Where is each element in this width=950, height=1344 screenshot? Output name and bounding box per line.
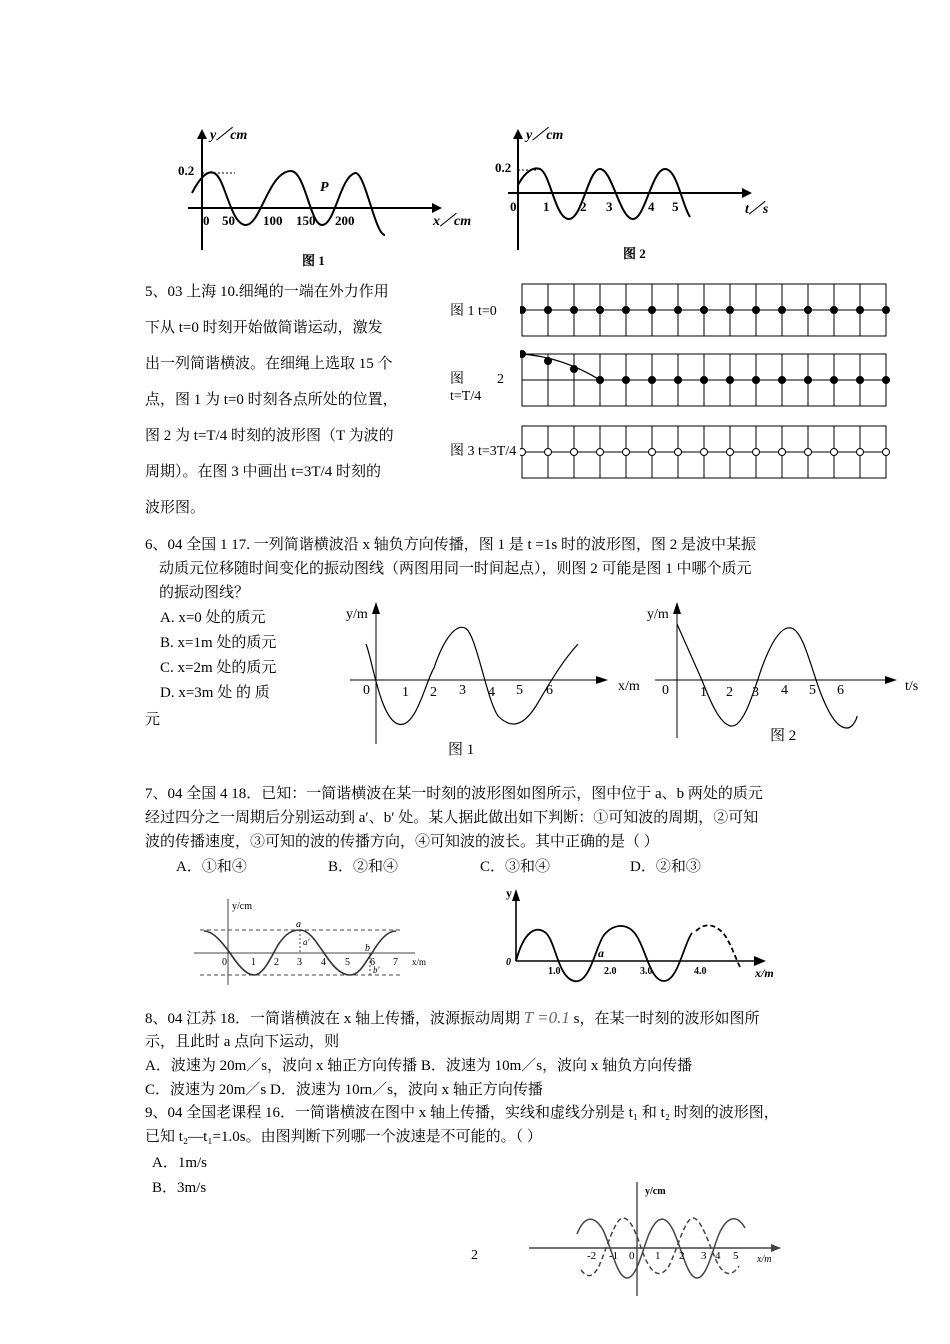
q7-figure-b — [500, 885, 790, 990]
q6-fig2-tick: 3 — [752, 685, 759, 700]
q9-tick: 4 — [715, 1250, 721, 1262]
rope-point — [805, 449, 812, 456]
q7a-tick: 2 — [274, 957, 279, 968]
top-fig1-val: 0.2 — [178, 163, 195, 178]
q6-line: 6、04 全国 1 17. 一列简谐横波沿 x 轴负方向传播，图 1 是 t =1s 时的波形图，图 2 是波中某振 — [145, 537, 756, 553]
q9-tick: 5 — [733, 1250, 739, 1262]
q9-tick: 3 — [701, 1250, 707, 1262]
rope-point — [571, 449, 578, 456]
q5-fig1-label: 图 1 t=0 — [450, 304, 497, 319]
q6-figure-1 — [330, 598, 615, 763]
top-wave-figure-2 — [490, 125, 790, 265]
rope-point — [571, 366, 578, 373]
rope-point — [727, 449, 734, 456]
q7b-a: a — [598, 946, 604, 960]
q7b-xlabel: x/m — [755, 966, 774, 980]
q7a-tick: 5 — [345, 957, 350, 968]
q6-fig2-tick: 2 — [726, 685, 733, 700]
rope-point — [597, 377, 604, 384]
rope-point — [597, 307, 604, 314]
rope-point — [675, 377, 682, 384]
rope-point — [753, 307, 760, 314]
top-fig1-xlabel: x／cm — [433, 214, 472, 229]
rope-point — [545, 358, 552, 365]
q7a-tick: 4 — [321, 957, 326, 968]
q6-option-tail: 元 — [145, 712, 161, 728]
q9-figure — [525, 1178, 795, 1298]
q6-option-a[interactable]: A. x=0 处的质元 — [160, 610, 266, 626]
q6-fig1-ylabel: y/m — [346, 607, 368, 622]
rope-point — [675, 307, 682, 314]
rope-point — [545, 449, 552, 456]
rope-point — [571, 307, 578, 314]
q9-tick: -2 — [587, 1250, 597, 1262]
rope-point — [883, 307, 890, 314]
q7-option-a[interactable]: A．①和④ — [176, 859, 247, 875]
top-fig2-xlabel: t／s — [745, 202, 769, 217]
rope-point — [779, 449, 786, 456]
q6-fig2-xlabel-left: x/m — [618, 679, 640, 694]
top-fig1-tick: 200 — [335, 213, 355, 228]
rope-point — [623, 449, 630, 456]
q6-fig1-caption: 图 1 — [448, 742, 475, 758]
top-fig2-tick: 2 — [580, 199, 587, 214]
q7a-tick: 7 — [393, 957, 398, 968]
top-fig2-tick: 4 — [648, 199, 655, 214]
top-fig2-ylabel: y／cm — [526, 128, 564, 143]
q8-options-ab[interactable]: A．波速为 20m／s，波向 x 轴正方向传播 B．波速为 10m／s，波向 x 轴负方向传播 — [145, 1058, 693, 1074]
q7a-tick: 6 — [370, 957, 375, 968]
rope-point — [727, 377, 734, 384]
page-number: 2 — [471, 1248, 478, 1263]
q5-line: 波形图。 — [145, 500, 206, 516]
rope-point — [753, 449, 760, 456]
top-fig1-tick: 100 — [263, 213, 283, 228]
q6-fig2-tick: 5 — [809, 683, 816, 698]
q6-line: 动质元位移随时间变化的振动图线（两图用同一时间起点），则图 2 可能是图 1 中哪个质元 — [159, 561, 752, 577]
rope-point — [623, 377, 630, 384]
rope-point — [883, 449, 890, 456]
q5-fig2-label-c: t=T/4 — [450, 389, 482, 404]
rope-point — [779, 377, 786, 384]
q9-tick: 2 — [679, 1250, 685, 1262]
top-fig2-tick: 3 — [606, 199, 613, 214]
q6-fig2-ylabel: y/m — [647, 607, 669, 622]
q6-fig2-tick: 6 — [837, 683, 844, 698]
q5-line: 周期）。在图 3 中画出 t=3T/4 时刻的 — [145, 464, 381, 480]
q8-period-formula: T =0.1 — [523, 1008, 570, 1027]
q6-fig1-tick: 3 — [459, 683, 466, 698]
rope-point — [857, 307, 864, 314]
q7b-tick: 2.0 — [604, 966, 617, 977]
rope-point — [520, 351, 526, 358]
q6-option-b[interactable]: B. x=1m 处的质元 — [160, 635, 277, 651]
rope-point — [649, 377, 656, 384]
q7a-a: a — [296, 919, 301, 930]
rope-point — [857, 377, 864, 384]
q6-fig2-tick: 1 — [700, 685, 707, 700]
rope-point — [805, 377, 812, 384]
rope-point — [779, 307, 786, 314]
top-fig2-tick: 0 — [510, 199, 517, 214]
q7-option-b[interactable]: B．②和④ — [328, 859, 399, 875]
q6-fig1-tick: 1 — [402, 685, 409, 700]
rope-point — [597, 449, 604, 456]
q6-fig1-tick: 6 — [546, 683, 553, 698]
rope-point — [831, 377, 838, 384]
q6-fig2-xlabel: t/s — [905, 679, 919, 694]
q5-grid-figures — [520, 282, 892, 482]
q6-fig1-tick: 4 — [488, 685, 495, 700]
q7-option-d[interactable]: D．②和③ — [630, 859, 701, 875]
q7a-a2: a′ — [303, 937, 310, 947]
q8-line1-a: 8、04 江苏 18．一简谐横波在 x 轴上传播，波源振动周期 — [145, 1011, 524, 1027]
top-fig1-tick: 50 — [222, 213, 235, 228]
q5-line: 下从 t=0 时刻开始做简谐运动，激发 — [145, 320, 383, 336]
q9-tick: -1 — [609, 1250, 619, 1262]
rope-point — [753, 377, 760, 384]
q8-line1 — [145, 1008, 759, 1029]
q8-line1-b: s，在某一时刻的波形如图所 — [569, 1011, 760, 1027]
rope-point — [701, 449, 708, 456]
q6-fig2-caption: 图 2 — [770, 728, 797, 744]
top-fig1-caption: 图 1 — [302, 253, 325, 268]
q7-line: 波的传播速度，③可知的波的传播方向，④可知波的波长。其中正确的是（ ） — [145, 834, 659, 850]
q6-option-c[interactable]: C. x=2m 处的质元 — [160, 660, 277, 676]
rope-point — [701, 377, 708, 384]
top-fig1-ylabel: y／cm — [210, 128, 248, 143]
q5-text — [145, 274, 435, 526]
q9-ylabel: y/cm — [645, 1186, 666, 1197]
q6-line: 的振动图线？ — [159, 585, 250, 601]
q6-figure-2 — [615, 598, 925, 748]
q7a-tick: 0 — [222, 957, 227, 968]
rope-wave-curve — [522, 354, 600, 380]
q6-fig1-tick: 0 — [363, 683, 370, 698]
q5-fig3-label: 图 3 t=3T/4 — [450, 444, 517, 459]
q5-line: 5、03 上海 10.细绳的一端在外力作用 — [145, 284, 389, 300]
rope-point — [727, 307, 734, 314]
rope-point — [520, 449, 526, 456]
q9-xlabel: x/m — [757, 1254, 772, 1265]
rope-point — [805, 307, 812, 314]
rope-point — [675, 449, 682, 456]
q5-fig2-label-a: 图 — [450, 372, 464, 387]
rope-point — [701, 307, 708, 314]
q7a-b: b — [365, 943, 370, 954]
q9-option-b[interactable]: B．3m/s — [152, 1180, 207, 1196]
rope-point — [649, 449, 656, 456]
q6-fig2-tick: 4 — [781, 683, 788, 698]
q8-line2: 示，且此时 a 点向下运动，则 — [145, 1034, 340, 1050]
q5-line: 出一列简谐横波。在细绳上选取 15 个 — [145, 356, 393, 372]
top-wave-figure-1 — [170, 125, 490, 270]
top-fig1-tick: 150 — [296, 213, 316, 228]
q6-text — [145, 533, 756, 605]
q7b-tick: 1.0 — [548, 966, 561, 977]
top-fig1-point: P — [320, 180, 329, 195]
q7a-xlabel: x/m — [412, 957, 427, 967]
top-fig2-val: 0.2 — [495, 160, 512, 175]
q7-figure-a — [190, 895, 440, 995]
q7a-b2: b′ — [373, 965, 380, 975]
q7a-tick: 3 — [297, 957, 302, 968]
q9-option-a[interactable]: A．1m/s — [152, 1155, 208, 1171]
q6-option-d[interactable]: D. x=3m 处 的 质 — [160, 685, 270, 701]
rope-point — [857, 449, 864, 456]
rope-point — [623, 307, 630, 314]
q6-fig1-tick: 2 — [430, 685, 437, 700]
q7a-ylabel: y/cm — [232, 901, 252, 912]
top-fig2-tick: 1 — [543, 199, 550, 214]
rope-point — [649, 307, 656, 314]
rope-point — [520, 307, 526, 314]
q7a-tick: 1 — [251, 957, 256, 968]
top-fig2-tick: 5 — [672, 199, 679, 214]
q7b-tick: 3.0 — [640, 966, 653, 977]
q7-option-c[interactable]: C．③和④ — [480, 859, 551, 875]
q7-line: 7、04 全国 4 18．已知：一简谐横波在某一时刻的波形图如图所示，图中位于 a、b 两处的质元 — [145, 786, 763, 802]
q8-options-cd[interactable]: C．波速为 20m／s D．波速为 10rn／s，波向 x 轴正方向传播 — [145, 1082, 543, 1098]
q7-text — [145, 782, 763, 854]
top-fig1-tick: 0 — [203, 213, 210, 228]
q9-tick: 0 — [629, 1250, 635, 1262]
q6-options — [160, 606, 310, 706]
q7b-tick: 4.0 — [694, 966, 707, 977]
q9-line1: 9、04 全国老课程 16．一简谐横波在图中 x 轴上传播，实线和虚线分别是 t₁ 和 t₂ 时刻的波形图， — [145, 1105, 779, 1121]
q5-line: 点，图 1 为 t=0 时刻各点所处的位置， — [145, 392, 398, 408]
rope-point — [545, 307, 552, 314]
top-fig2-caption: 图 2 — [623, 246, 646, 261]
q7-line: 经过四分之一周期后分别运动到 a′、b′ 处。某人据此做出如下判断：①可知波的周期，②可知 — [145, 810, 759, 826]
q9-line2: 已知 t₂—t₁=1.0s。由图判断下列哪一个波速是不可能的。（ ） — [145, 1129, 542, 1145]
q6-fig1-tick: 5 — [516, 683, 523, 698]
q7b-origin: 0 — [506, 957, 511, 968]
q6-fig2-tick: 0 — [662, 683, 669, 698]
q5-line: 图 2 为 t=T/4 时刻的波形图（T 为波的 — [145, 428, 394, 444]
rope-point — [831, 307, 838, 314]
q7b-ylabel: y — [506, 886, 512, 900]
rope-point — [831, 449, 838, 456]
q9-tick: 1 — [655, 1250, 661, 1262]
q5-fig2-label-b: 2 — [497, 372, 504, 387]
rope-point — [883, 377, 890, 384]
